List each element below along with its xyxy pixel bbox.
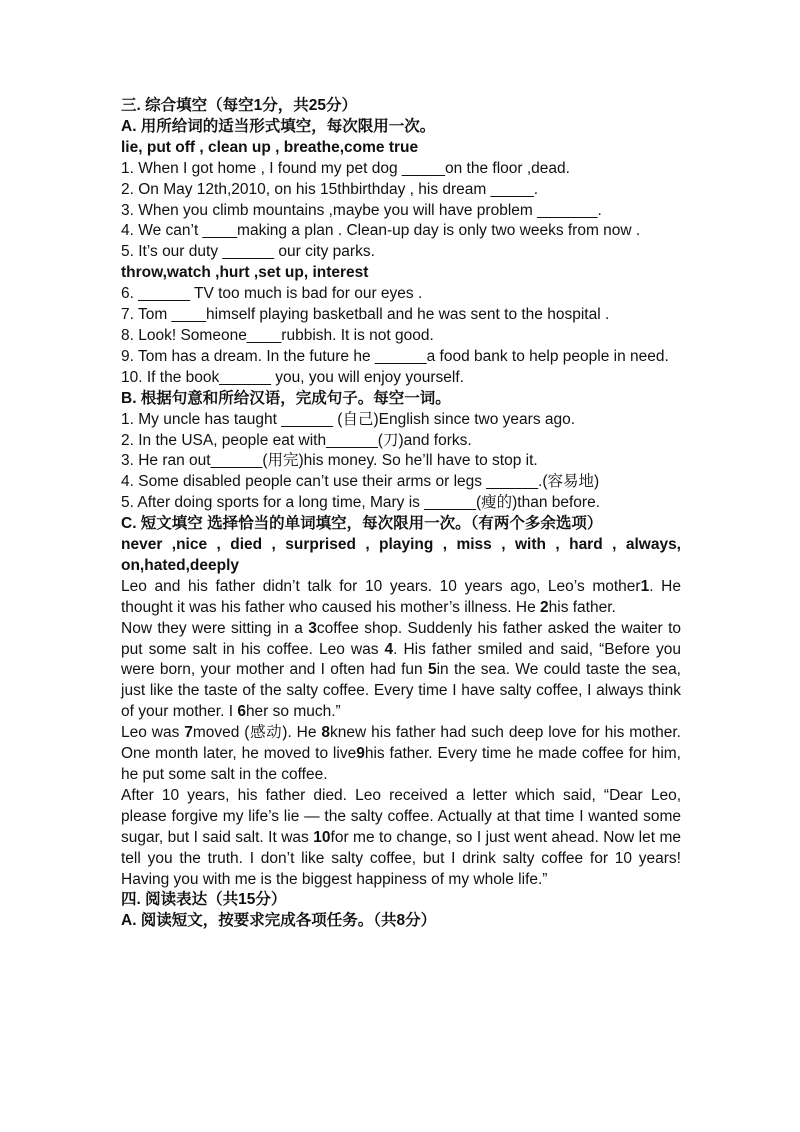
question-a10: 10. If the book______ you, you will enjoy yourself. [121,368,464,386]
section-4-title: 四. 阅读表达（共15分） [121,891,287,909]
question-b5: 5. After doing sports for a long time, Mary is ______(瘦的)than before. [121,494,601,512]
passage-paragraph-3: Leo was 7moved (感动). He 8knew his father had such deep love for his mother. One month later, he moved to live9his father. Every time he made coffee for him, he put some salt in the coffee. [121,724,681,783]
word-bank-1: lie, put off , clean up , breathe,come true [121,138,419,156]
section-3-title: 三. 综合填空（每空1分，共25分） [121,97,357,114]
passage-paragraph-1: Leo and his father didn’t talk for 10 years. 10 years ago, Leo’s mother1. He thought it was his father who caused his mother’s illness. He 2his father. [121,577,681,616]
blank-number: 1 [640,577,650,595]
blank-number: 10 [313,828,331,846]
question-a4: 4. We can’t ____making a plan . Clean-up day is only two weeks from now . [121,222,641,240]
blank-number: 7 [184,724,193,742]
part-c-title: C. 短文填空 选择恰当的单词填空，每次限用一次。（有两个多余选项） [121,515,603,533]
question-b2: 2. In the USA, people eat with______(刀)and forks. [121,431,472,449]
word-bank-2: throw,watch ,hurt ,set up, interest [121,264,369,282]
blank-number: 8 [321,724,331,742]
question-b4: 4. Some disabled people can’t use their arms or legs ______.(容易地) [121,473,600,491]
question-a9: 9. Tom has a dream. In the future he ______a food bank to help people in need. [121,347,669,365]
question-a6: 6. ______ TV too much is bad for our eyes . [121,285,423,303]
question-b1: 1. My uncle has taught ______ (自己)English since two years ago. [121,410,576,428]
question-a3: 3. When you climb mountains ,maybe you will have problem _______. [121,201,602,219]
question-a2: 2. On May 12th,2010, on his 15thbirthday , his dream _____. [121,180,539,198]
blank-number: 2 [540,598,549,616]
blank-number: 6 [237,703,246,721]
blank-number: 4 [384,640,394,658]
question-b3: 3. He ran out______(用完)his money. So he’ll have to stop it. [121,452,538,470]
blank-number: 3 [308,619,317,637]
question-a1: 1. When I got home , I found my pet dog _____on the floor ,dead. [121,159,570,177]
passage-paragraph-2: Now they were sitting in a 3coffee shop. Suddenly his father asked the waiter to put some salt in his coffee. Leo was 4. His father smiled and said, “Before you were born, your mother and I often had fun 5in the sea. We could taste the sea, just like the taste of the salty coffee. Every time I have salty coffee, I always think of your mother. I 6her so much.” [121,619,681,721]
section-4-part-a-title: A. 阅读短文，按要求完成各项任务。（共8分） [121,912,437,930]
part-b-title: B. 根据句意和所给汉语，完成句子。每空一词。 [121,389,451,407]
question-a5: 5. It’s our duty ______ our city parks. [121,243,375,261]
blank-number: 9 [356,745,365,763]
part-a-title: A. 用所给词的适当形式填空，每次限用一次。 [121,117,436,135]
passage-paragraph-4: After 10 years, his father died. Leo received a letter which said, “Dear Leo, please forgive my life’s lie — the salty coffee. Actually at that time I wanted some sugar, but I said salt. It was 10for me to change, so I just went ahead. Now let me tell you the truth. I don’t like salty coffee, but I drink salty coffee for 10 years! Having you with me is the biggest happiness of my whole life.” [121,786,682,888]
word-bank-3: never ,nice , died , surprised , playing , miss , with , hard , always, on,hated,deeply [121,536,681,574]
question-a7: 7. Tom ____himself playing basketball and he was sent to the hospital . [121,306,610,324]
worksheet-page [121,96,681,932]
blank-number: 5 [427,661,437,679]
question-a8: 8. Look! Someone____rubbish. It is not good. [121,326,434,344]
